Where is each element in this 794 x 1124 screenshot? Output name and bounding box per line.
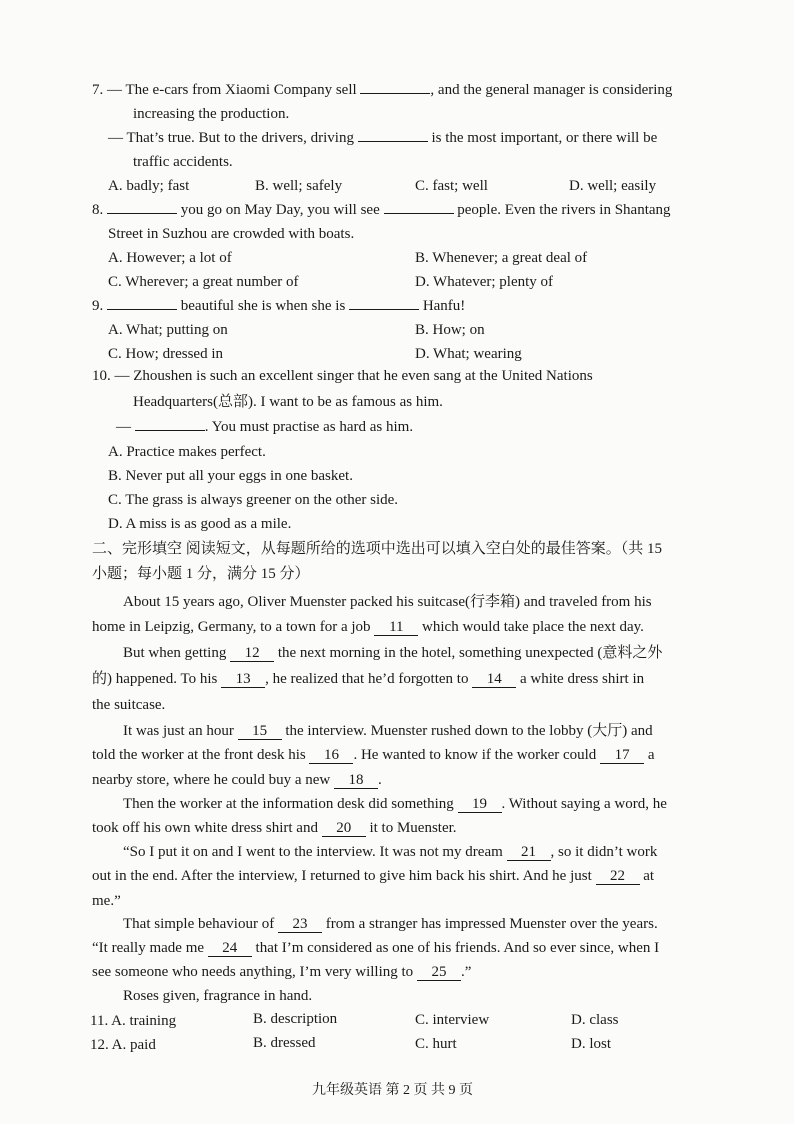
blank-22: 22 xyxy=(596,868,640,885)
passage-p2-line2: 的) happened. To his 13 , he realized that he’d forgotten to 14 a white dress shirt in xyxy=(92,671,645,687)
q10-line2: Headquarters(总部). I want to be as famous as him. xyxy=(133,394,443,410)
q8-option-d: D. Whatever; plenty of xyxy=(415,274,554,290)
q7-line2: increasing the production. xyxy=(133,106,290,122)
blank-17: 17 xyxy=(600,747,644,764)
q11-option-a: 11. A. training xyxy=(90,1013,177,1029)
blank-23: 23 xyxy=(278,916,322,933)
answer-blank xyxy=(349,309,419,310)
blank-11: 11 xyxy=(374,619,418,636)
blank-18: 18 xyxy=(334,772,378,789)
passage-p3-line3: nearby store, where he could buy a new 18 . xyxy=(92,772,382,788)
q7-option-d: D. well; easily xyxy=(569,178,657,194)
answer-blank xyxy=(107,213,177,214)
q8-option-c: C. Wherever; a great number of xyxy=(108,274,299,290)
blank-25: 25 xyxy=(417,964,461,981)
passage-p2-line3: the suitcase. xyxy=(92,697,166,713)
passage-p3-line1: It was just an hour 15 the interview. Muenster rushed down to the lobby (大厅) and xyxy=(123,723,653,739)
q10-option-c: C. The grass is always greener on the other side. xyxy=(108,492,399,508)
passage-p5-line3: me.” xyxy=(92,893,121,909)
passage-p6-line3: see someone who needs anything, I’m very willing to 25 .” xyxy=(92,964,472,980)
answer-blank xyxy=(107,309,177,310)
passage-p7: Roses given, fragrance in hand. xyxy=(123,988,313,1004)
q11-option-c: C. interview xyxy=(415,1012,490,1028)
blank-20: 20 xyxy=(322,820,366,837)
passage-p5-line2: out in the end. After the interview, I returned to give him back his shirt. And he just 22 at xyxy=(92,868,655,884)
passage-p1-line2: home in Leipzig, Germany, to a town for a job 11 which would take place the next day. xyxy=(92,619,644,635)
q7-option-c: C. fast; well xyxy=(415,178,488,194)
passage-p4-line2: took off his own white dress shirt and 20 it to Muenster. xyxy=(92,820,457,836)
q12-option-a: 12. A. paid xyxy=(90,1037,156,1053)
q10-line1: 10. — Zhoushen is such an excellent singer that he even sang at the United Nations xyxy=(92,368,593,384)
q7-line3: — That’s true. But to the drivers, driving is the most important, or there will be xyxy=(108,130,658,146)
q7-line4: traffic accidents. xyxy=(133,154,233,170)
blank-14: 14 xyxy=(472,671,516,688)
blank-13: 13 xyxy=(221,671,265,688)
blank-16: 16 xyxy=(309,747,353,764)
q8-line2: Street in Suzhou are crowded with boats. xyxy=(108,226,355,242)
q12-option-b: B. dressed xyxy=(253,1035,316,1051)
answer-blank xyxy=(135,430,205,431)
blank-21: 21 xyxy=(507,844,551,861)
blank-12: 12 xyxy=(230,645,274,662)
passage-p6-line2: “It really made me 24 that I’m considered as one of his friends. And so ever since, when I xyxy=(92,940,660,956)
q9-option-d: D. What; wearing xyxy=(415,346,522,362)
q12-option-d: D. lost xyxy=(571,1036,612,1052)
q9-option-a: A. What; putting on xyxy=(108,322,228,338)
section-heading-line1: 二、完形填空 阅读短文，从每题所给的选项中选出可以填入空白处的最佳答案。（共 15 xyxy=(92,541,663,557)
answer-blank xyxy=(358,141,428,142)
passage-p5-line1: “So I put it on and I went to the interview. It was not my dream 21 , so it didn’t work xyxy=(123,844,658,860)
passage-p6-line1: That simple behaviour of 23 from a stranger has impressed Muenster over the years. xyxy=(123,916,658,932)
passage-p4-line1: Then the worker at the information desk did something 19 . Without saying a word, he xyxy=(123,796,667,812)
q9-option-c: C. How; dressed in xyxy=(108,346,223,362)
q11-option-b: B. description xyxy=(253,1011,338,1027)
answer-blank xyxy=(360,93,430,94)
q11-option-d: D. class xyxy=(571,1012,619,1028)
answer-blank xyxy=(384,213,454,214)
q7-option-b: B. well; safely xyxy=(255,178,343,194)
q12-option-c: C. hurt xyxy=(415,1036,457,1052)
passage-p2-line1: But when getting 12 the next morning in the hotel, something unexpected (意料之外 xyxy=(123,645,663,661)
q9-option-b: B. How; on xyxy=(415,322,485,338)
blank-24: 24 xyxy=(208,940,252,957)
q10-line3: — . You must practise as hard as him. xyxy=(116,419,414,435)
page-footer: 九年级英语 第 2 页 共 9 页 xyxy=(312,1083,473,1098)
q10-option-a: A. Practice makes perfect. xyxy=(108,444,266,460)
q9-line1: 9. beautiful she is when she is Hanfu! xyxy=(92,298,466,314)
q8-option-b: B. Whenever; a great deal of xyxy=(415,250,588,266)
q8-line1: 8. you go on May Day, you will see people. Even the rivers in Shantang xyxy=(92,202,671,218)
blank-15: 15 xyxy=(238,723,282,740)
q8-option-a: A. However; a lot of xyxy=(108,250,232,266)
passage-p3-line2: told the worker at the front desk his 16 . He wanted to know if the worker could 17 a xyxy=(92,747,655,763)
blank-19: 19 xyxy=(458,796,502,813)
q7-option-a: A. badly; fast xyxy=(108,178,190,194)
q7-line1: 7. — The e-cars from Xiaomi Company sell , and the general manager is considering xyxy=(92,82,673,98)
passage-p1-line1: About 15 years ago, Oliver Muenster packed his suitcase(行李箱) and traveled from his xyxy=(123,594,652,610)
section-heading-line2: 小题；每小题 1 分，满分 15 分） xyxy=(92,566,310,582)
q10-option-b: B. Never put all your eggs in one basket. xyxy=(108,468,353,484)
q10-option-d: D. A miss is as good as a mile. xyxy=(108,516,292,532)
